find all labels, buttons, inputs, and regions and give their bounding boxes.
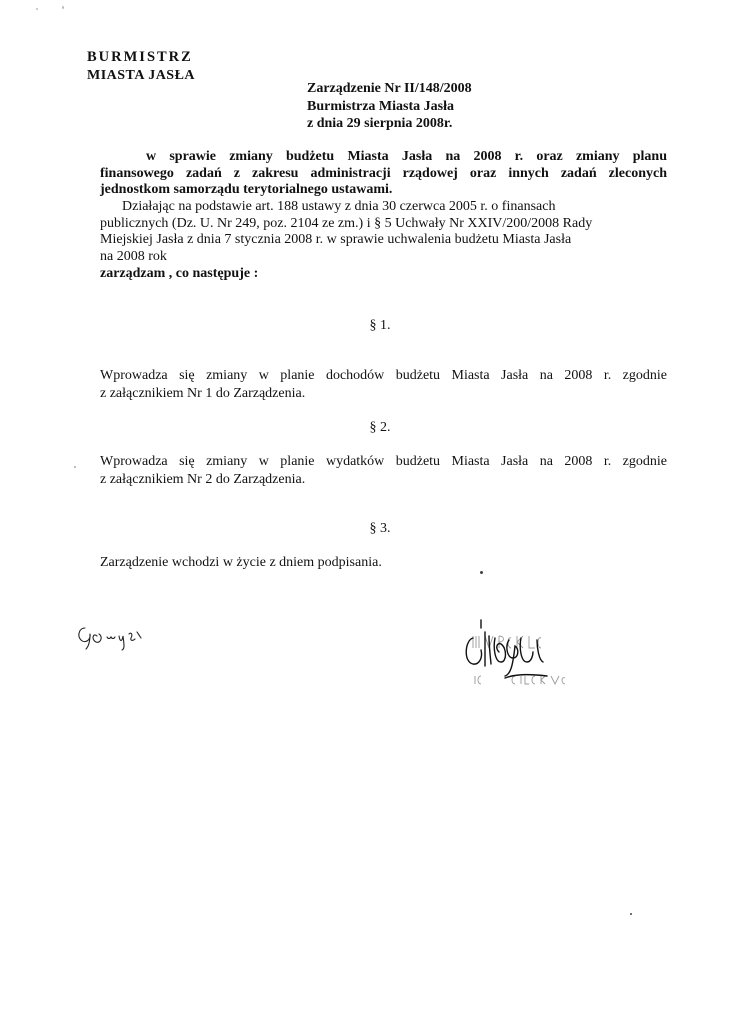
decree-date: z dnia 29 sierpnia 2008r. (307, 116, 453, 131)
section-text-line: z załącznikiem Nr 1 do Zarządzenia. (100, 386, 306, 401)
section-text (100, 453, 667, 489)
signature-with-stamp (455, 618, 585, 690)
legal-basis-line: Miejskiej Jasła z dnia 7 stycznia 2008 r. w sprawie uchwalenia budżetu Miasta Jasła (100, 232, 572, 247)
legal-basis (100, 199, 660, 265)
section-text-line: Wprowadza się zmiany w planie dochodów budżetu Miasta Jasła na 2008 r. zgodnie (100, 368, 667, 383)
handwritten-initials (75, 622, 165, 654)
subject-line: w sprawie zmiany budżetu Miasta Jasła na 2008 r. oraz zmiany planu (146, 149, 667, 164)
section-text-line: Zarządzenie wchodzi w życie z dniem podpisania. (100, 555, 382, 570)
legal-basis-line: na 2008 rok (100, 248, 167, 264)
issuer-line-2: MIASTA JASŁA (87, 68, 196, 83)
decree-subject (100, 149, 667, 199)
scan-speck (62, 6, 64, 9)
subject-line: jednostkom samorządu terytorialnego ustawami. (100, 182, 393, 197)
decree-issuer: Burmistrza Miasta Jasła (307, 98, 454, 114)
section-text-line: Wprowadza się zmiany w planie wydatków budżetu Miasta Jasła na 2008 r. zgodnie (100, 454, 667, 469)
section-mark: § 2. (369, 420, 391, 435)
issuer-line-1: BURMISTRZ (87, 49, 193, 65)
decree-number: Zarządzenie Nr II/148/2008 (307, 81, 472, 96)
section-mark: § 3. (369, 521, 391, 536)
legal-basis-line: Działając na podstawie art. 188 ustawy z dnia 30 czerwca 2005 r. o finansach (122, 199, 556, 214)
section-text (100, 554, 667, 572)
section-text (100, 367, 667, 403)
document-heading (307, 80, 472, 133)
scan-speck (480, 571, 483, 574)
subject-line: finansowego zadań z zakresu administracji rządowej oraz innych zadań zleconych (100, 165, 667, 181)
section-mark: § 1. (369, 318, 391, 333)
scan-speck (74, 466, 76, 468)
legal-basis-line: publicznych (Dz. U. Nr 249, poz. 2104 ze zm.) i § 5 Uchwały Nr XXIV/200/2008 Rady (100, 215, 593, 231)
decree-clause: zarządzam , co następuje : (100, 266, 259, 281)
scan-speck (36, 8, 38, 10)
section-text-line: z załącznikiem Nr 2 do Zarządzenia. (100, 472, 306, 487)
scan-speck (630, 913, 632, 915)
